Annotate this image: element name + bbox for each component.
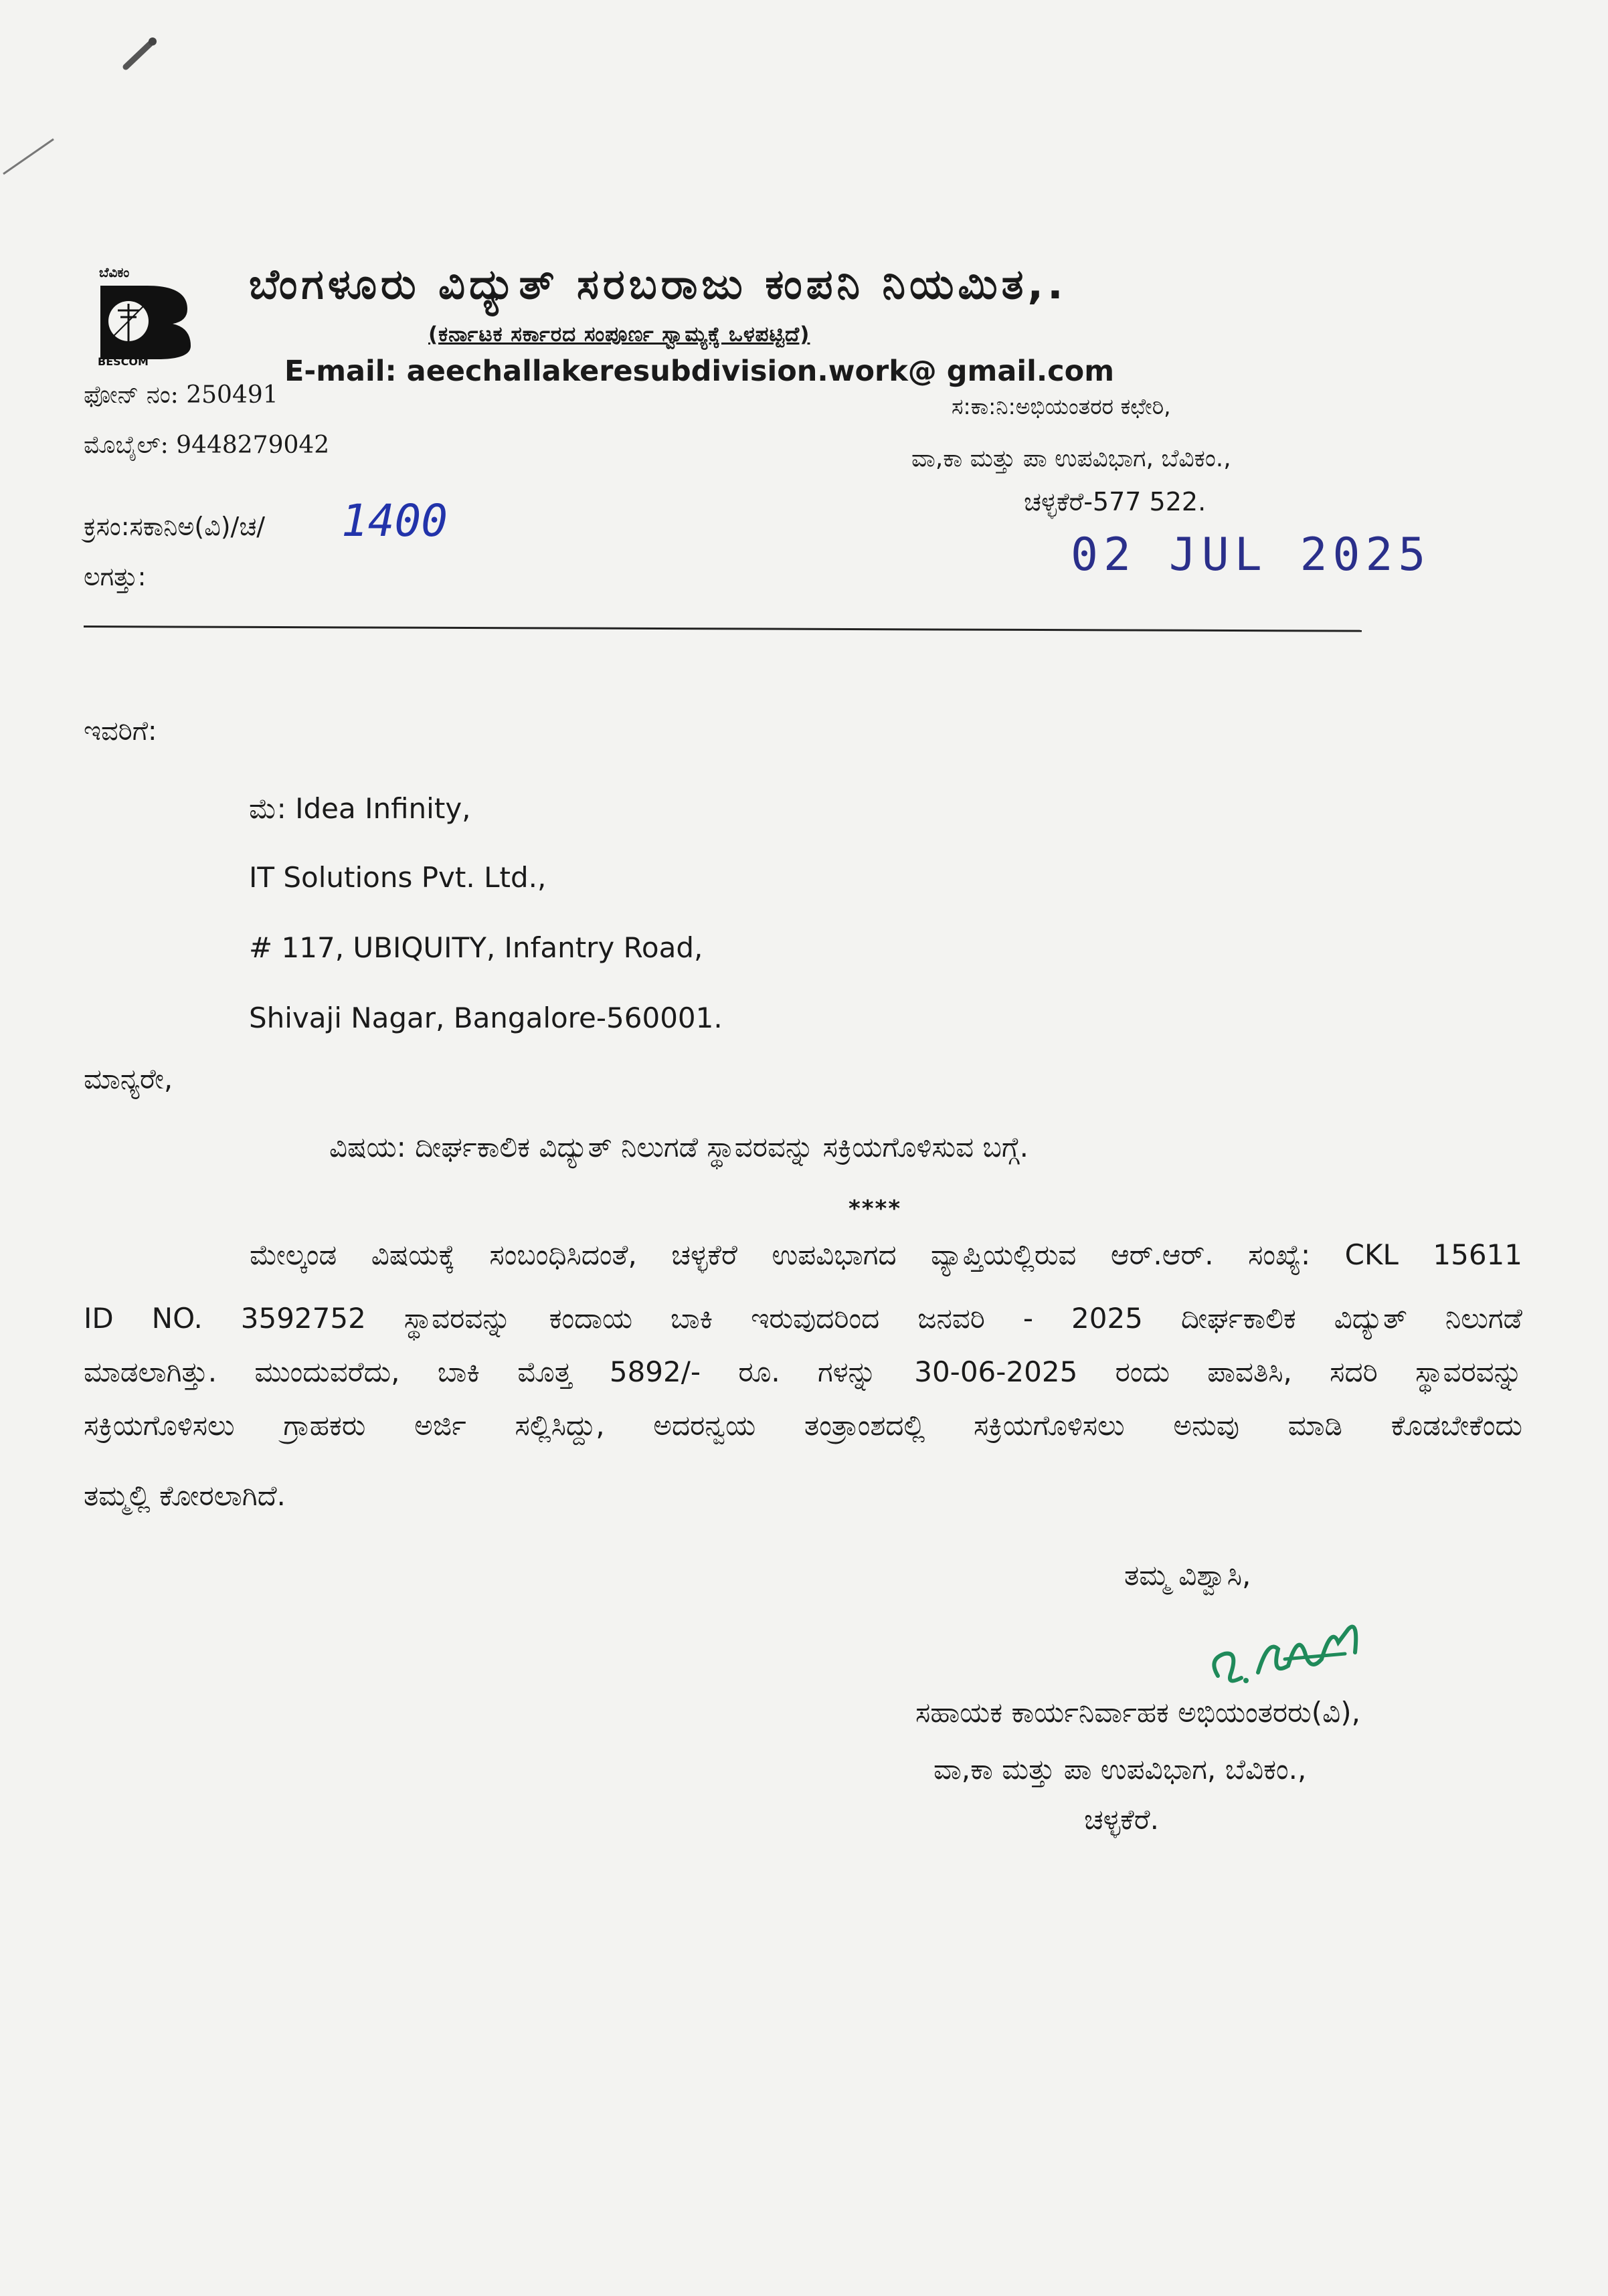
body-line-5: ತಮ್ಮಲ್ಲಿ ಕೋರಲಾಗಿದೆ. xyxy=(84,1479,286,1512)
header-divider xyxy=(84,626,1362,632)
signature-icon xyxy=(1204,1612,1378,1699)
office-address-line2: ವಾ,ಕಾ ಮತ್ತು ಪಾ ಉಪವಿಭಾಗ, ಬೆವಿಕಂ., xyxy=(911,445,1231,472)
phone-number: ಫೋನ್ ನಂ: 250491 xyxy=(84,381,278,409)
mobile-number: ಮೊಬೈಲ್: 9448279042 xyxy=(84,432,330,459)
recipient-name: ಮೆ: Idea Infinity, xyxy=(249,792,471,825)
designation-line1: ಸಹಾಯಕ ಕಾರ್ಯನಿರ್ವಾಹಕ ಅಭಿಯಂತರರು(ವಿ), xyxy=(915,1696,1360,1729)
body-line-1: ಮೇಲ್ಕಂಡ ವಿಷಯಕ್ಕೆ ಸಂಬಂಧಿಸಿದಂತೆ, ಚಳ್ಳಕೆರೆ ಉಪವಿಭಾಗದ ವ್ಯಾಪ್ತಿಯಲ್ಲಿರುವ ಆರ್.ಆರ್. ಸಂಖ್ಯೆ: CKL 15611 xyxy=(250,1238,1522,1271)
recipient-company: IT Solutions Pvt. Ltd., xyxy=(249,861,547,894)
designation-line3: ಚಳ್ಳಕೆರೆ. xyxy=(1084,1803,1159,1836)
recipient-address-line1: # 117, UBIQUITY, Infantry Road, xyxy=(249,931,703,964)
office-email: E-mail: aeechallakeresubdivision.work@ gmail.com xyxy=(284,355,1115,388)
organization-name: ಬೆಂಗಳೂರು ವಿದ್ಯುತ್ ಸರಬರಾಜು ಕಂಪನಿ ನಿಯಮಿತ,. xyxy=(249,260,1067,308)
bescom-logo xyxy=(94,262,197,366)
svg-text:BESCOM: BESCOM xyxy=(98,355,149,366)
organization-subtitle: (ಕರ್ನಾಟಕ ಸರ್ಕಾರದ ಸಂಪೂರ್ಣ ಸ್ವಾಮ್ಯಕ್ಕೆ ಒಳಪಟ್ಟಿದೆ) xyxy=(428,322,810,347)
closing: ತಮ್ಮ ವಿಶ್ವಾಸಿ, xyxy=(1124,1559,1251,1592)
body-line-4: ಸಕ್ರಿಯಗೊಳಿಸಲು ಗ್ರಾಹಕರು ಅರ್ಜಿ ಸಲ್ಲಿಸಿದ್ದು, ಅದರನ್ವಯ ತಂತ್ರಾಂಶದಲ್ಲಿ ಸಕ್ರಿಯಗೊಳಿಸಲು ಅನುವು ಮಾಡಿ ಕೊಡಬೇಕೆಂದು xyxy=(84,1409,1522,1442)
office-address-line1: ಸ:ಕಾ:ನಿ:ಅಭಿಯಂತರರ ಕಛೇರಿ, xyxy=(952,393,1171,419)
reference-number-handwritten: 1400 xyxy=(341,495,448,547)
recipient-address-line2: Shivaji Nagar, Bangalore-560001. xyxy=(249,1001,723,1034)
staple-scratch-icon xyxy=(0,134,60,181)
body-line-3: ಮಾಡಲಾಗಿತ್ತು. ಮುಂದುವರೆದು, ಬಾಕಿ ಮೊತ್ತ 5892/- ರೂ. ಗಳನ್ನು 30-06-2025 ರಂದು ಪಾವತಿಸಿ, ಸದರಿ ಸ್ಥಾವರವನ್ನು xyxy=(84,1355,1522,1388)
staple-mark-icon xyxy=(120,33,161,74)
bescom-logo-icon xyxy=(94,262,197,366)
enclosures-label: ಲಗತ್ತು: xyxy=(84,562,147,591)
svg-text:ಬೆವಿಕಂ: ಬೆವಿಕಂ xyxy=(99,264,130,280)
office-address-line3: ಚಳ್ಳಕೆರೆ-577 522. xyxy=(1024,487,1207,516)
separator: **** xyxy=(848,1195,902,1222)
date-stamp: 02 JUL 2025 xyxy=(1071,529,1431,581)
subject-line: ವಿಷಯ: ದೀರ್ಘಕಾಲಿಕ ವಿದ್ಯುತ್ ನಿಲುಗಡೆ ಸ್ಥಾವರವನ್ನು ಸಕ್ರಿಯಗೊಳಿಸುವ ಬಗ್ಗೆ. xyxy=(329,1131,1029,1163)
salutation: ಮಾನ್ಯರೇ, xyxy=(84,1062,173,1095)
designation-line2: ವಾ,ಕಾ ಮತ್ತು ಪಾ ಉಪವಿಭಾಗ, ಬೆವಿಕಂ., xyxy=(933,1753,1307,1786)
reference-number-label: ಕ್ರಸಂ:ಸಕಾನಿಅ(ವಿ)/ಚ/ xyxy=(84,512,266,541)
recipient-label: ಇವರಿಗೆ: xyxy=(84,716,157,747)
body-line-2: ID NO. 3592752 ಸ್ಥಾವರವನ್ನು ಕಂದಾಯ ಬಾಕಿ ಇರುವುದರಿಂದ ಜನವರಿ - 2025 ದೀರ್ಘಕಾಲಿಕ ವಿದ್ಯುತ್ ನಿಲುಗಡೆ xyxy=(84,1302,1522,1335)
